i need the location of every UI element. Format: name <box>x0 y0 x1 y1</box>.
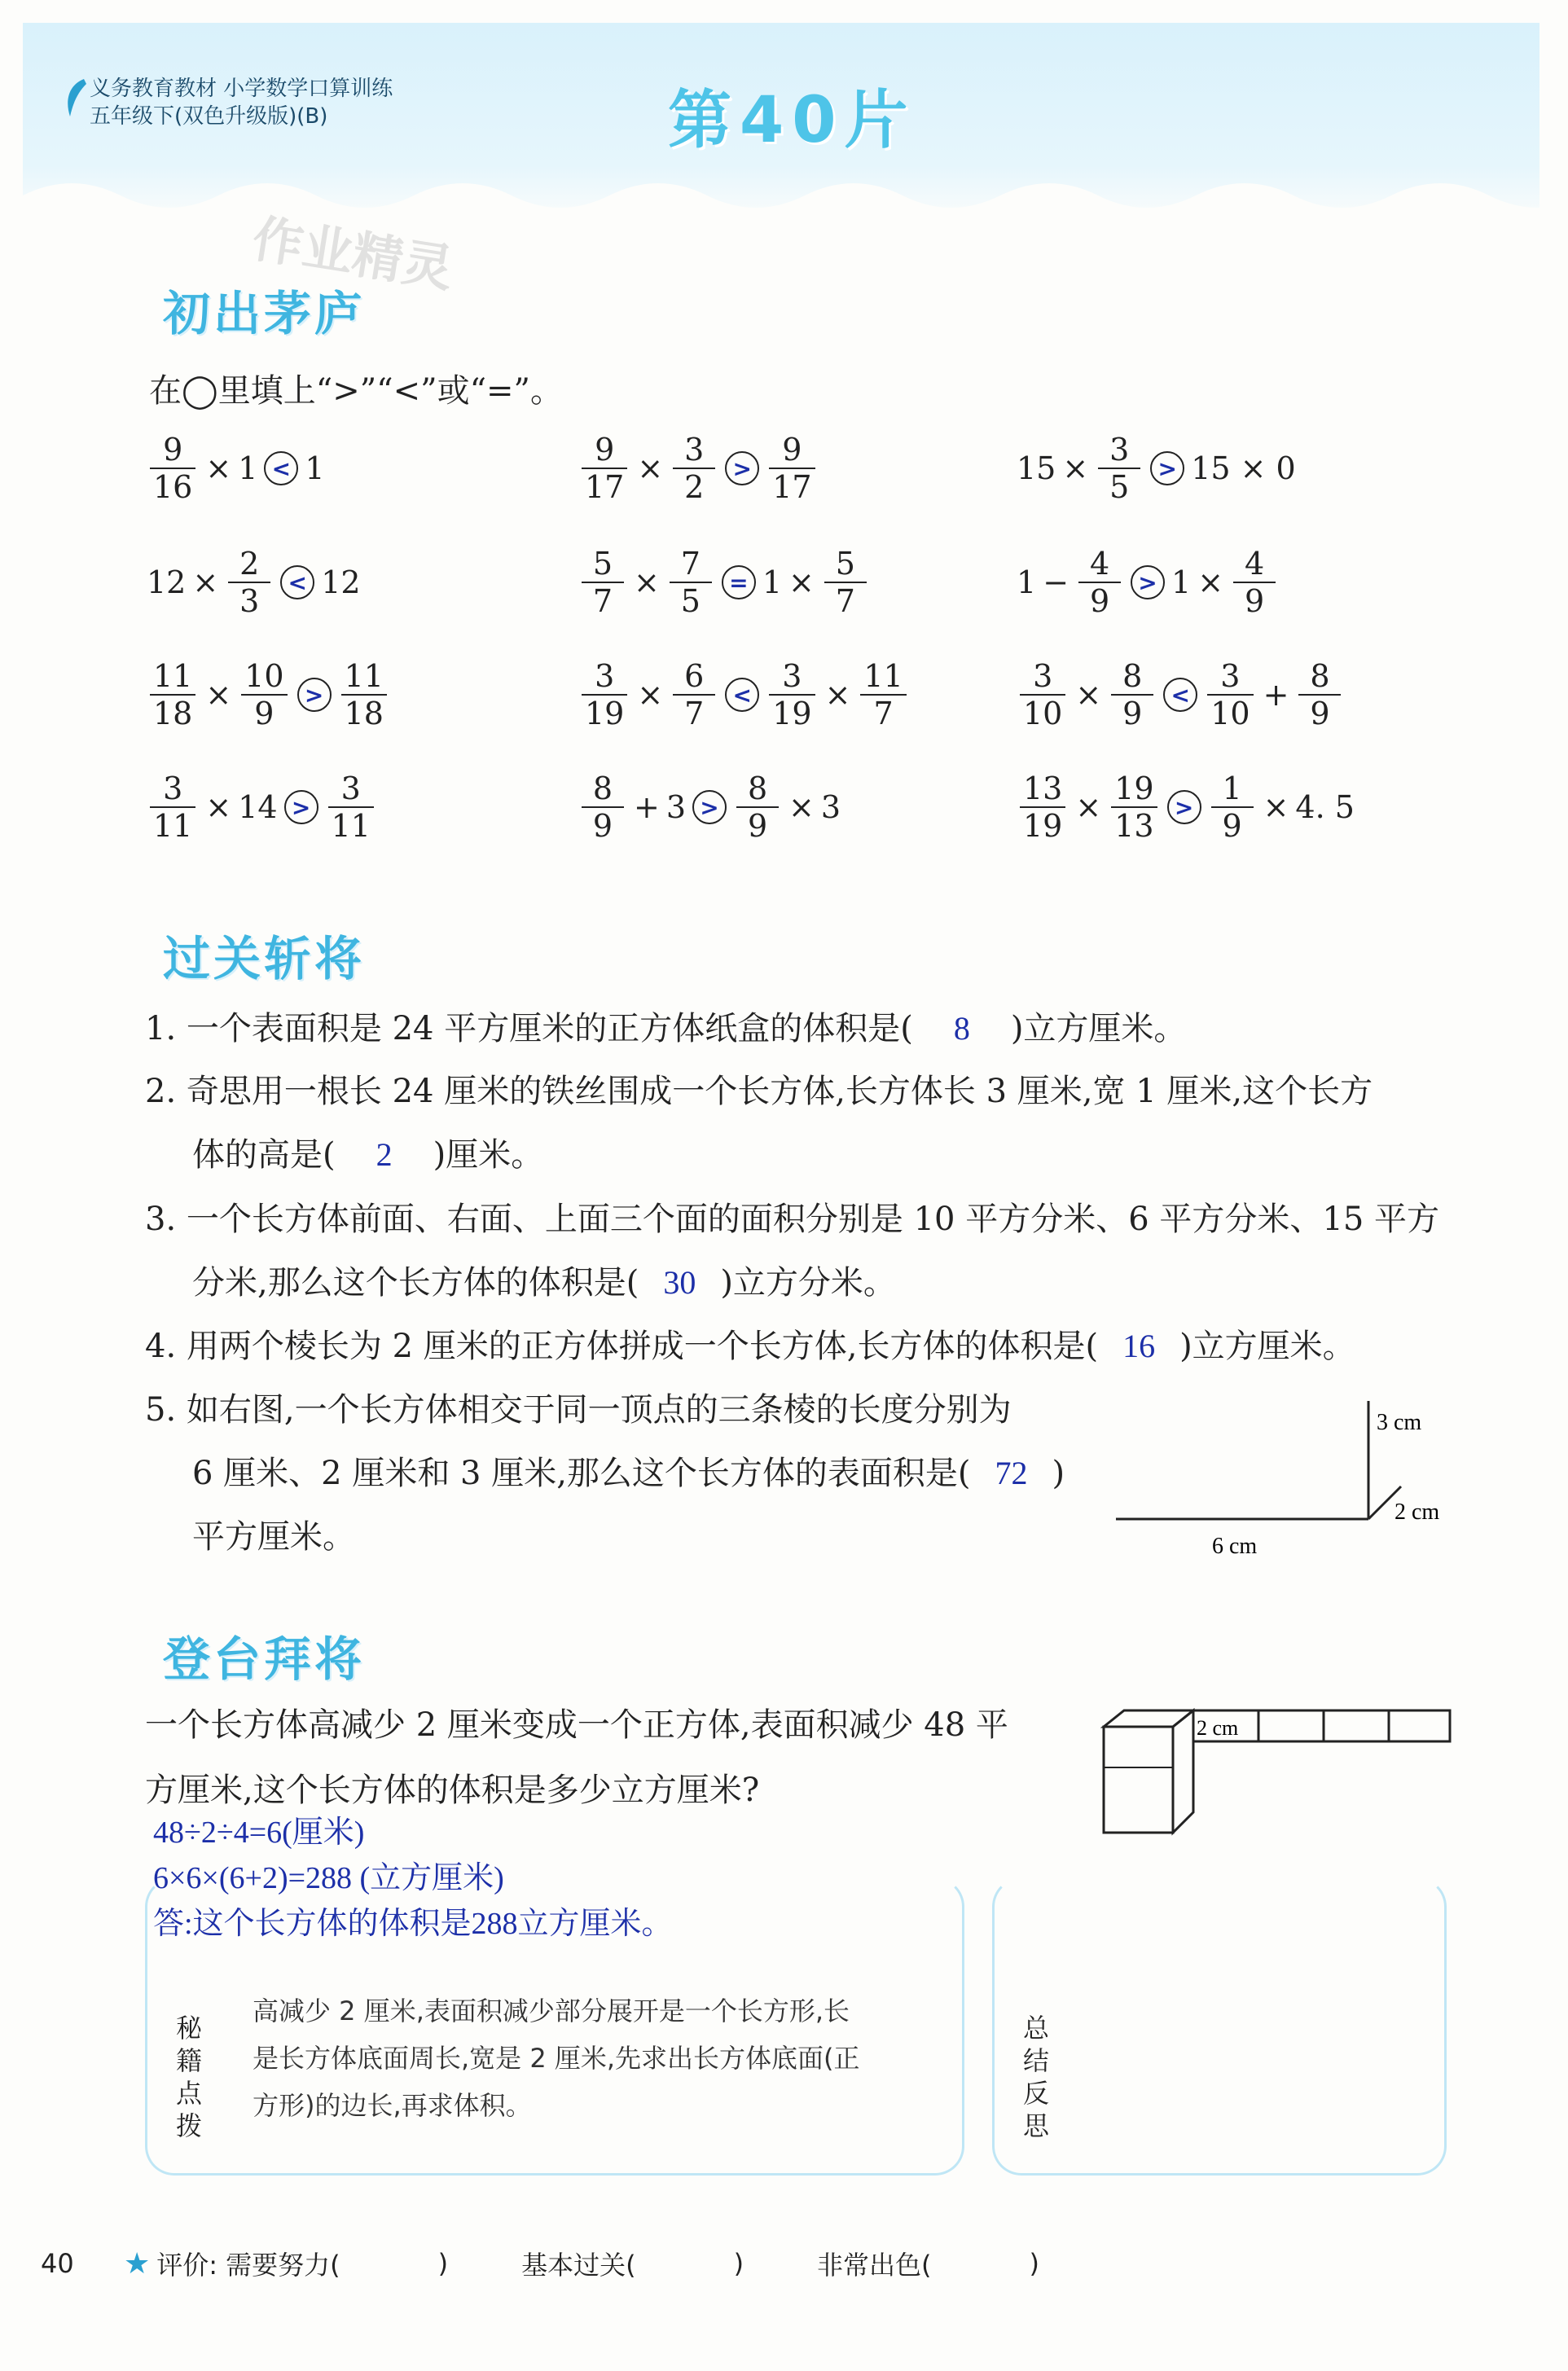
left-term: × <box>192 564 219 600</box>
right-term: × <box>788 789 815 825</box>
question-3: 3. 一个长方体前面、右面、上面三个面的面积分别是 10 平方分米、6 平方分米、15 平方 分米,那么这个长方体的体积是( 30 )立方分米。 <box>145 1201 1439 1302</box>
problem-text: 一个长方体高减少 2 厘米变成一个正方体,表面积减少 48 平 方厘米,这个长方体的体积是多少立方厘米? <box>145 1706 1008 1809</box>
section-title-1: 初出茅庐 <box>163 286 366 341</box>
comparison-item <box>147 432 325 505</box>
work-line-2: 6×6×(6+2)=288 (立方厘米) <box>153 1861 504 1895</box>
left-fraction: $\frac{4}{9}$ <box>1080 546 1119 619</box>
left-fraction: $\frac{19}{13}$ <box>1113 771 1155 844</box>
answer-3: 30 <box>663 1264 696 1301</box>
left-fraction: $\frac{3}{19}$ <box>583 658 626 731</box>
right-fraction: $\frac{3}{19}$ <box>771 658 813 731</box>
star-icon: ★ <box>124 2246 151 2281</box>
right-term: × <box>824 677 851 713</box>
left-fraction: $\frac{9}{17}$ <box>583 432 626 505</box>
left-term: 12 <box>147 564 187 600</box>
right-term: 15 × 0 <box>1191 450 1296 486</box>
right-fraction: $\frac{1}{9}$ <box>1213 771 1252 844</box>
answer-circle[interactable]: > <box>1167 790 1201 824</box>
left-term: 15 <box>1017 450 1056 486</box>
edge-width-label: 2 cm <box>1395 1499 1440 1525</box>
right-fraction: $\frac{8}{9}$ <box>1300 658 1339 731</box>
left-fraction: $\frac{11}{18}$ <box>152 658 194 731</box>
answer-circle[interactable]: > <box>1131 565 1165 599</box>
right-term: 12 <box>321 564 361 600</box>
summary-box <box>992 1877 1447 2176</box>
page-title: 第40片 <box>668 84 916 157</box>
leaf-icon <box>64 77 88 118</box>
answer-2: 2 <box>376 1136 393 1173</box>
left-fraction: $\frac{5}{7}$ <box>583 546 622 619</box>
right-fraction: $\frac{11}{18}$ <box>343 658 385 731</box>
comparison-item <box>1017 771 1355 844</box>
answer-circle[interactable]: > <box>692 790 727 824</box>
answer-4: 16 <box>1122 1328 1156 1364</box>
right-term: × <box>1197 564 1224 600</box>
comparison-item <box>1017 432 1296 505</box>
cuboid-figure <box>1096 1694 1454 1841</box>
answer-circle[interactable]: > <box>284 790 318 824</box>
answer-line: 答:这个长方体的体积是288立方厘米。 <box>153 1907 673 1941</box>
left-fraction: $\frac{8}{9}$ <box>583 771 622 844</box>
answer-circle[interactable]: > <box>725 451 759 485</box>
left-fraction: $\frac{3}{5}$ <box>1100 432 1139 505</box>
work-line-1: 48÷2÷4=6(厘米) <box>153 1816 365 1850</box>
instruction: 在◯里填上“>”“<”或“=”。 <box>149 372 564 410</box>
comparison-item <box>147 658 390 731</box>
left-fraction: $\frac{3}{10}$ <box>1021 658 1064 731</box>
answer-circle[interactable]: < <box>725 678 759 712</box>
answer-circle[interactable]: < <box>1163 678 1197 712</box>
right-term: + <box>1263 677 1289 713</box>
watermark-text: 作业精灵 <box>248 208 458 299</box>
answer-circle[interactable]: < <box>280 565 314 599</box>
left-term: × <box>205 677 232 713</box>
left-fraction: $\frac{2}{3}$ <box>230 546 269 619</box>
left-term: × <box>205 789 232 825</box>
left-term: − <box>1043 564 1069 600</box>
right-fraction: $\frac{4}{9}$ <box>1235 546 1274 619</box>
comparison-item <box>147 771 377 844</box>
comparison-grid <box>147 432 1417 872</box>
comparison-item <box>578 546 870 619</box>
left-term: × <box>1075 677 1102 713</box>
comparison-item <box>1017 546 1279 619</box>
right-term: × <box>1263 789 1289 825</box>
summary-label: 总结反思 <box>1022 2013 1049 2141</box>
section-title-2: 过关斩将 <box>163 931 366 986</box>
left-term: × <box>634 564 660 600</box>
right-term: 1 <box>762 564 783 600</box>
question-1: 1. 一个表面积是 24 平方厘米的正方体纸盒的体积是( 8 )立方厘米。 <box>145 1010 1187 1047</box>
left-term: + <box>634 789 660 825</box>
left-term: × <box>1075 789 1102 825</box>
right-term: 3 <box>820 789 841 825</box>
left-term: × <box>637 450 664 486</box>
right-term: 1 <box>305 450 325 486</box>
right-term: × <box>788 564 815 600</box>
right-fraction: $\frac{5}{7}$ <box>826 546 865 619</box>
comparison-item <box>578 658 910 731</box>
section-title-3: 登台拜将 <box>163 1631 366 1687</box>
left-term: × <box>205 450 232 486</box>
question-4: 4. 用两个棱长为 2 厘米的正方体拼成一个长方体,长方体的体积是( 16 )立方厘米。 <box>145 1328 1355 1365</box>
right-fraction: $\frac{3}{10}$ <box>1209 658 1251 731</box>
right-term: 1 <box>1171 564 1192 600</box>
left-fraction: $\frac{7}{5}$ <box>671 546 710 619</box>
answer-1: 8 <box>953 1010 970 1047</box>
comparison-item <box>578 432 819 505</box>
question-5: 5. 如右图,一个长方体相交于同一顶点的三条棱的长度分别为 6 厘米、2 厘米和 3 厘米,那么这个长方体的表面积是( 72 ) 平方厘米。 <box>145 1391 1065 1556</box>
right-fraction: $\frac{11}{7}$ <box>862 658 904 731</box>
left-term: 1 <box>1017 564 1037 600</box>
cuboid-edge-figure <box>1108 1389 1466 1576</box>
left-fraction: $\frac{3}{11}$ <box>152 771 194 844</box>
right-fraction: $\frac{8}{9}$ <box>738 771 777 844</box>
fig-strip-label: 2 cm <box>1197 1716 1239 1740</box>
left-fraction: $\frac{13}{19}$ <box>1021 771 1064 844</box>
left-fraction: $\frac{9}{16}$ <box>152 432 194 505</box>
left-term: 14 <box>238 789 278 825</box>
answer-circle[interactable]: = <box>722 565 756 599</box>
left-term: × <box>1062 450 1089 486</box>
answer-5: 72 <box>995 1455 1028 1491</box>
left-fraction: $\frac{3}{2}$ <box>674 432 714 505</box>
right-fraction: $\frac{9}{17}$ <box>771 432 813 505</box>
left-fraction: $\frac{10}{9}$ <box>243 658 285 731</box>
header-wave <box>23 163 1539 236</box>
right-fraction: $\frac{3}{11}$ <box>330 771 372 844</box>
comparison-item <box>578 771 841 844</box>
comparison-item <box>147 546 361 619</box>
tips-label: 秘籍点拨 <box>175 2013 202 2141</box>
left-term: 3 <box>665 789 687 825</box>
left-fraction: $\frac{8}{9}$ <box>1113 658 1152 731</box>
rating-bar: ★ 评价: 需要努力( ) 基本过关( ) 非常出色( ) <box>124 2246 1040 2281</box>
comparison-item <box>1017 658 1344 731</box>
edge-height-label: 3 cm <box>1377 1410 1422 1435</box>
answer-circle[interactable]: < <box>264 451 298 485</box>
right-term: 4. 5 <box>1295 789 1355 825</box>
left-fraction: $\frac{6}{7}$ <box>674 658 714 731</box>
page-number: 40 <box>41 2248 74 2279</box>
edge-length-label: 6 cm <box>1212 1534 1258 1559</box>
left-term: × <box>637 677 664 713</box>
answer-circle[interactable]: > <box>1150 451 1184 485</box>
answer-circle[interactable]: > <box>297 678 332 712</box>
left-term: 1 <box>238 450 258 486</box>
book-title: 义务教育教材 小学数学口算训练 五年级下(双色升级版)(B) <box>90 77 393 129</box>
tips-text: 高减少 2 厘米,表面积减少部分展开是一个长方形,长 是长方体底面周长,宽是 2 厘米,先求出长方体底面(正 方形)的边长,再求体积。 <box>253 1996 860 2121</box>
question-2: 2. 奇思用一根长 24 厘米的铁丝围成一个长方体,长方体长 3 厘米,宽 1 厘米,这个长方 体的高是( 2 )厘米。 <box>145 1073 1373 1174</box>
